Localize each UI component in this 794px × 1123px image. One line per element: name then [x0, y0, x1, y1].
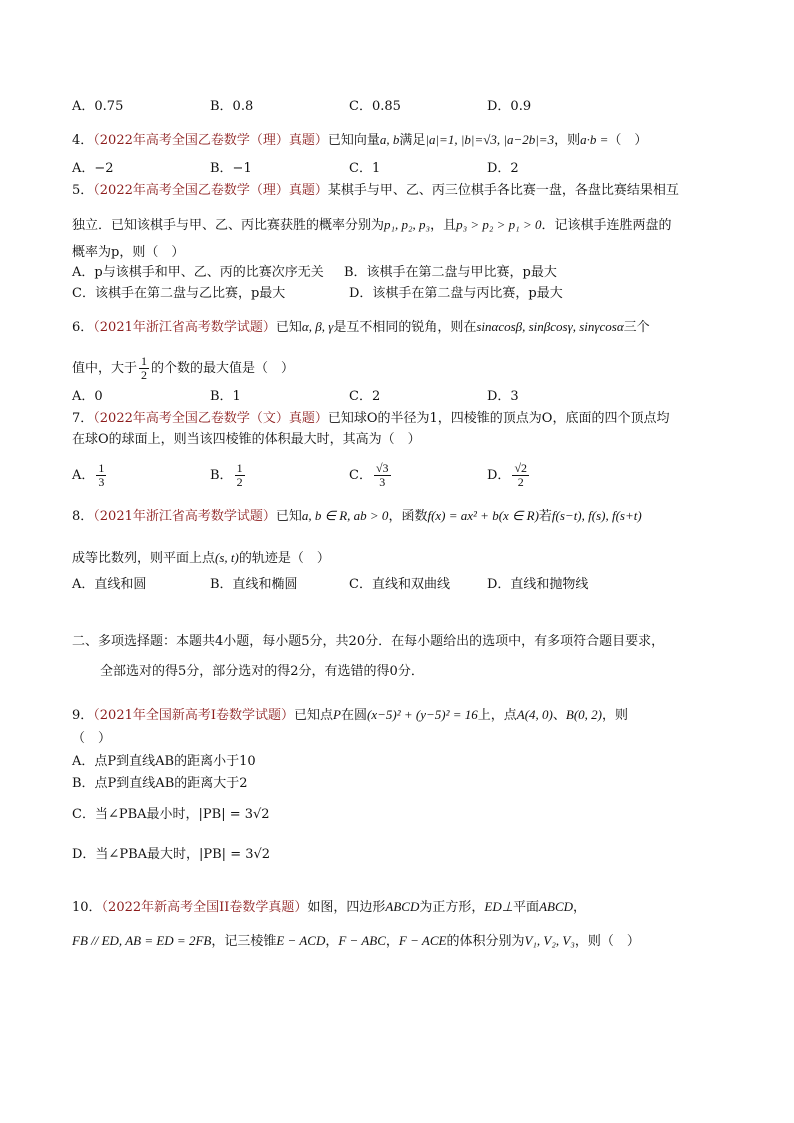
q9-stem-line1	[72, 706, 628, 725]
fraction	[96, 462, 106, 489]
q7-stem-line2: 在球O的球面上，则当该四棱锥的体积最大时，其高为（ ）	[72, 432, 421, 447]
section-instruction: 全部选对的得5分，部分选对的得2分，有选错的得0分．	[100, 664, 424, 679]
q4-option-d: D．2	[487, 161, 519, 176]
math-expr: (x−5)² + (y−5)² = 16	[367, 707, 478, 722]
math-expr: f(s−t), f(s), f(s+t)	[551, 508, 642, 523]
math-expr: |a|=1, |b|=√3, |a−2b|=3	[425, 132, 555, 147]
math-expr: FB // ED, AB = ED = 2FB	[72, 933, 212, 948]
fraction-denominator: 3	[379, 475, 386, 489]
answer-blank: （ ）	[608, 133, 648, 148]
q8-option-c: C．直线和双曲线	[349, 577, 450, 592]
stem-text: ，且	[430, 218, 457, 233]
q9-stem-line2: （ ）	[72, 731, 112, 746]
q5-option-d: D．该棋手在第二盘与丙比赛，p最大	[349, 286, 563, 301]
q3-option-b: B．0.8	[210, 99, 254, 114]
section-instruction: 二、多项选择题：本题共4小题，每小题5分，共20分．在每小题给出的选项中，有多项符合题目要求，	[72, 634, 665, 649]
fraction-numerator: 1	[98, 461, 105, 475]
math-expr: F − ACE	[398, 933, 447, 948]
stem-text: 如图，四边形	[307, 900, 386, 915]
fraction-numerator: √3	[375, 461, 389, 475]
stem-text: 已知向量	[327, 133, 380, 148]
math-expr: a, b	[379, 132, 400, 147]
stem-text: 值中，大于	[72, 361, 138, 376]
fraction-denominator: 2	[236, 475, 243, 489]
q6-stem-line1	[72, 318, 650, 337]
question-source: （2021年全国新高考I卷数学试题）	[93, 708, 295, 723]
q6-option-a: A．0	[72, 389, 103, 404]
stem-text: 在圆	[340, 708, 367, 723]
q5-stem-line3: 概率为p，则（ ）	[72, 245, 185, 260]
q9-option-a: A．点P到直线AB的距离小于10	[72, 754, 256, 769]
q9-option-d: D．当∠PBA最大时，|PB| = 3√2	[72, 847, 271, 862]
q10-stem-line1	[72, 898, 586, 917]
stem-text: 是互不相同的锐角，则在	[333, 320, 477, 335]
stem-text: 已知	[275, 509, 302, 524]
q5-stem-line2	[72, 216, 672, 235]
q10-stem-line2	[72, 932, 640, 951]
fraction	[374, 462, 391, 489]
stem-text: 三个	[623, 320, 650, 335]
question-number: 7．	[72, 411, 94, 426]
math-expr: ABCD	[539, 899, 574, 914]
stem-text: ，	[325, 934, 339, 949]
math-expr: ED⊥	[484, 899, 514, 914]
stem-text: ，则	[554, 133, 581, 148]
q7-option-b	[210, 462, 247, 489]
q4-stem	[72, 131, 647, 150]
q8-option-d: D．直线和抛物线	[487, 577, 589, 592]
stem-text: ，	[385, 934, 399, 949]
q3-option-c: C．0.85	[349, 99, 401, 114]
question-source: （2021年浙江省高考数学试题）	[93, 509, 276, 524]
stem-text: 平面	[513, 900, 540, 915]
question-number: 4．	[72, 133, 94, 148]
stem-text: ，函数	[388, 509, 428, 524]
stem-text: 某棋手与甲、乙、丙三位棋手各比赛一盘，各盘比赛结果相互	[327, 183, 679, 198]
stem-text: 若	[538, 509, 552, 524]
section-heading-multiple-choice	[72, 627, 732, 687]
question-number: 10．	[72, 900, 102, 915]
q6-option-c: C．2	[349, 389, 381, 404]
q4-option-b: B．−1	[210, 161, 252, 176]
q6-stem-line2	[72, 355, 294, 382]
q9-option-c: C．当∠PBA最小时，|PB| = 3√2	[72, 807, 270, 822]
question-source: （2022年新高考全国II卷数学真题）	[101, 900, 308, 915]
stem-text: 的轨迹是（ ）	[238, 551, 330, 566]
math-expr: B(0, 2)	[565, 707, 602, 722]
question-source: （2022年高考全国乙卷数学（文）真题）	[93, 411, 328, 426]
math-expr: a, b ∈ R, ab > 0	[301, 508, 389, 523]
stem-text: 的体积分别为	[446, 934, 525, 949]
math-expr: sinαcosβ, sinβcosγ, sinγcosα	[476, 319, 624, 334]
stem-text: 满足	[399, 133, 426, 148]
q5-option-a: A．p与该棋手和甲、乙、丙的比赛次序无关	[72, 265, 324, 280]
fraction-numerator: 1	[236, 461, 243, 475]
q5-option-c: C．该棋手在第二盘与乙比赛，p最大	[72, 286, 286, 301]
math-expr: p₁, p₂, p₃	[384, 217, 431, 232]
fraction-numerator: √2	[514, 461, 528, 475]
question-number: 9．	[72, 708, 94, 723]
option-label: B．	[210, 468, 233, 483]
stem-text: 、	[552, 708, 566, 723]
question-source: （2022年高考全国乙卷数学（理）真题）	[93, 133, 328, 148]
q8-stem-line2	[72, 549, 330, 568]
math-expr: P	[333, 707, 341, 722]
math-expr: a·b =	[580, 132, 609, 147]
q8-option-a: A．直线和圆	[72, 577, 147, 592]
math-expr: ABCD	[385, 899, 420, 914]
math-expr: f(x) = ax² + b(x ∈ R)	[427, 508, 539, 523]
stem-text: 已知点	[294, 708, 334, 723]
q8-option-b: B．直线和椭圆	[210, 577, 298, 592]
math-expr: A(4, 0)	[516, 707, 553, 722]
stem-text: 已知球O的半径为1，四棱锥的顶点为O，底面的四个顶点均	[327, 411, 670, 426]
q3-option-a: A．0.75	[72, 99, 124, 114]
question-number: 6．	[72, 320, 94, 335]
stem-text: ，则	[602, 708, 629, 723]
math-expr: p₃ > p₂ > p₁ > 0	[456, 217, 542, 232]
math-expr: F − ABC	[338, 933, 386, 948]
q5-stem-line1	[72, 182, 679, 200]
q9-option-b: B．点P到直线AB的距离大于2	[72, 776, 248, 791]
q7-option-c	[349, 462, 393, 489]
math-expr: α, β, γ	[301, 319, 334, 334]
stem-text: 为正方形，	[419, 900, 485, 915]
q7-option-d	[487, 462, 531, 489]
fraction	[235, 462, 245, 489]
option-label: A．	[72, 468, 95, 483]
q4-option-c: C．1	[349, 161, 381, 176]
fraction-denominator: 2	[141, 368, 148, 382]
fraction-numerator: 1	[141, 354, 148, 368]
q8-stem-line1	[72, 507, 642, 526]
stem-text: ，	[573, 900, 587, 915]
question-source: （2021年浙江省高考数学试题）	[93, 320, 276, 335]
fraction	[512, 462, 529, 489]
fraction	[139, 355, 149, 382]
option-label: D．	[487, 468, 511, 483]
q4-option-a: A．−2	[72, 161, 114, 176]
stem-text: 上，点	[477, 708, 517, 723]
stem-text: 已知	[275, 320, 302, 335]
q7-option-a	[72, 462, 108, 489]
stem-text: 成等比数列，则平面上点	[72, 551, 216, 566]
math-expr: E − ACD	[276, 933, 326, 948]
q6-option-b: B．1	[210, 389, 241, 404]
fraction-denominator: 2	[517, 475, 524, 489]
stem-text: ．记该棋手连胜两盘的	[541, 218, 672, 233]
stem-text: 独立．已知该棋手与甲、乙、丙比赛获胜的概率分别为	[72, 218, 385, 233]
math-expr: (s, t)	[215, 550, 239, 565]
answer-blank: ，则（ ）	[574, 934, 640, 949]
q6-option-d: D．3	[487, 389, 519, 404]
math-expr: V₁, V₂, V₃	[524, 933, 575, 948]
stem-text: ，记三棱锥	[211, 934, 277, 949]
q7-stem-line1	[72, 410, 669, 428]
option-label: C．	[349, 468, 372, 483]
q5-option-b: B．该棋手在第二盘与甲比赛，p最大	[344, 265, 557, 280]
q3-option-d: D．0.9	[487, 99, 532, 114]
question-number: 5．	[72, 183, 94, 198]
question-source: （2022年高考全国乙卷数学（理）真题）	[93, 183, 328, 198]
stem-text: 的个数的最大值是（ ）	[151, 361, 295, 376]
fraction-denominator: 3	[98, 475, 105, 489]
question-number: 8．	[72, 509, 94, 524]
